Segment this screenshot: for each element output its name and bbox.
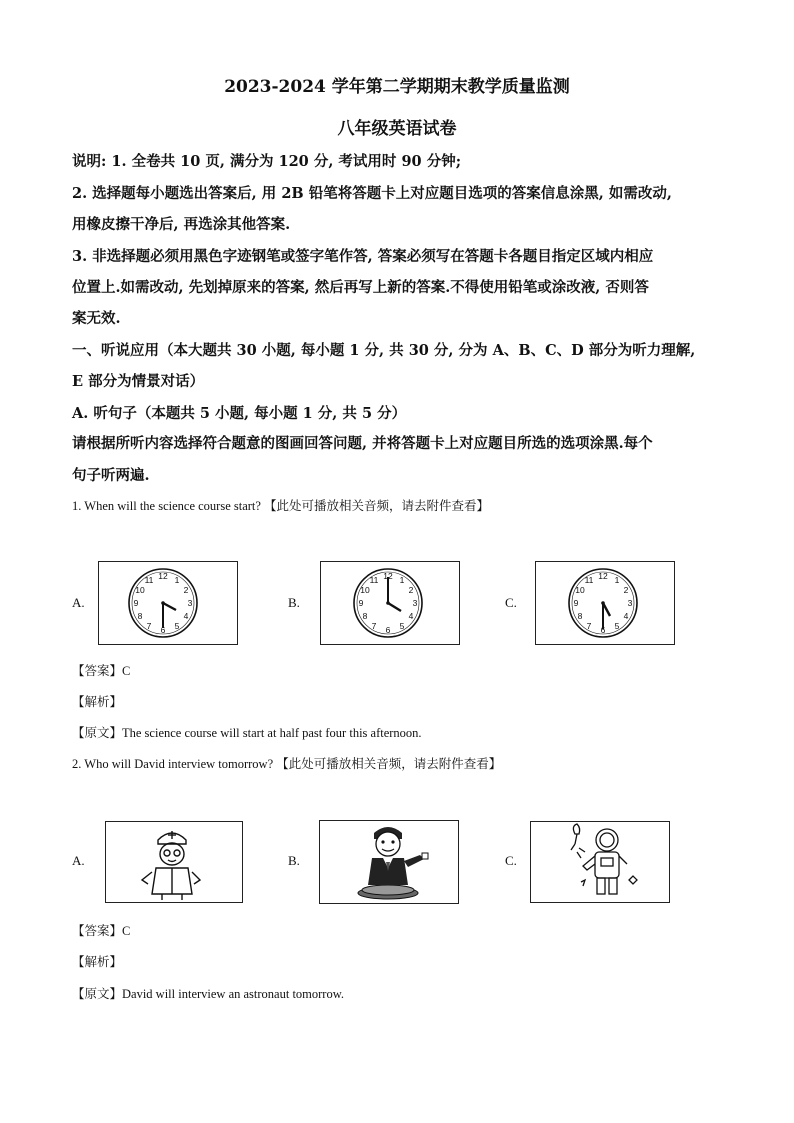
question-2-original: 【原文】David will interview an astronaut tomorrow.	[72, 987, 345, 1001]
section-heading: 一、听说应用（本大题共 30 小题, 每小题 1 分, 共 30 分, 分为 A、B、C、D 部分为听力理解,	[72, 342, 696, 359]
question-1-prompt: 1. When will the science course start? 【此处可播放相关音频，请去附件查看】	[72, 499, 490, 513]
svg-text:8: 8	[362, 611, 368, 621]
question-2-analysis: 【解析】	[72, 955, 123, 969]
svg-text:12: 12	[158, 571, 168, 581]
svg-text:8: 8	[137, 611, 143, 621]
svg-text:6: 6	[600, 625, 606, 635]
svg-text:5: 5	[399, 621, 405, 631]
svg-text:2: 2	[408, 585, 414, 595]
question-1-original: 【原文】The science course will start at half past four this afternoon.	[72, 726, 422, 740]
svg-text:11: 11	[584, 575, 594, 585]
option-label-a: A.	[72, 853, 85, 868]
clock-4-30-icon	[98, 561, 238, 645]
svg-text:5: 5	[174, 621, 180, 631]
svg-text:5: 5	[614, 621, 620, 631]
clock-5-30-icon	[535, 561, 675, 645]
svg-text:1: 1	[174, 575, 180, 585]
question-1-answer: 【答案】C	[72, 664, 131, 678]
option-label-b: B.	[288, 853, 300, 868]
svg-text:3: 3	[627, 598, 633, 608]
svg-text:10: 10	[360, 585, 370, 595]
svg-text:9: 9	[133, 598, 139, 608]
question-2-answer: 【答案】C	[72, 924, 131, 938]
question-2-prompt: 2. Who will David interview tomorrow? 【此处可播放相关音频，请去附件查看】	[72, 757, 502, 771]
part-a-direction: 句子听两遍.	[72, 467, 150, 484]
instruction-line: 位置上.如需改动, 先划掉原来的答案, 然后再写上新的答案.不得使用铅笔或涂改液, 否则答	[72, 279, 649, 296]
option-label-c: C.	[505, 595, 517, 610]
option-label-a: A.	[72, 595, 85, 610]
question-1-analysis: 【解析】	[72, 695, 123, 709]
svg-text:2: 2	[623, 585, 629, 595]
instruction-line: 3. 非选择题必须用黑色字迹钢笔或签字笔作答, 答案必须写在答题卡各题目指定区域内相应	[72, 248, 654, 265]
host-icon	[319, 820, 459, 904]
svg-text:3: 3	[412, 598, 418, 608]
svg-text:7: 7	[371, 621, 377, 631]
svg-text:1: 1	[399, 575, 405, 585]
svg-text:11: 11	[144, 575, 154, 585]
part-a-direction: 请根据所听内容选择符合题意的图画回答问题, 并将答题卡上对应题目所选的选项涂黑.每个	[72, 435, 653, 452]
instruction-line: 2. 选择题每小题选出答案后, 用 2B 铅笔将答题卡上对应题目选项的答案信息涂黑, 如需改动,	[72, 185, 672, 202]
svg-text:10: 10	[135, 585, 145, 595]
svg-text:9: 9	[358, 598, 364, 608]
svg-text:12: 12	[383, 571, 393, 581]
svg-text:3: 3	[187, 598, 193, 608]
part-a-heading: A. 听句子（本题共 5 小题, 每小题 1 分, 共 5 分）	[72, 405, 407, 422]
option-label-c: C.	[505, 853, 517, 868]
svg-text:6: 6	[160, 625, 166, 635]
svg-text:4: 4	[183, 611, 189, 621]
svg-text:10: 10	[575, 585, 585, 595]
astronaut-icon	[530, 821, 670, 903]
section-heading: E 部分为情景对话）	[72, 373, 205, 390]
svg-text:4: 4	[408, 611, 414, 621]
instruction-line: 用橡皮擦干净后, 再选涂其他答案.	[72, 216, 291, 233]
exam-subtitle: 八年级英语试卷	[337, 119, 457, 139]
svg-text:9: 9	[573, 598, 579, 608]
doctor-icon	[105, 821, 243, 903]
svg-text:11: 11	[369, 575, 379, 585]
instruction-line: 说明: 1. 全卷共 10 页, 满分为 120 分, 考试用时 90 分钟;	[72, 153, 462, 170]
option-label-b: B.	[288, 595, 300, 610]
svg-text:8: 8	[577, 611, 583, 621]
svg-text:4: 4	[623, 611, 629, 621]
svg-text:2: 2	[183, 585, 189, 595]
instruction-line: 案无效.	[72, 310, 121, 327]
svg-text:12: 12	[598, 571, 608, 581]
svg-text:1: 1	[614, 575, 620, 585]
clock-4-00-icon	[320, 561, 460, 645]
exam-title: 2023-2024 学年第二学期期末教学质量监测	[224, 77, 570, 97]
svg-text:7: 7	[146, 621, 152, 631]
svg-text:6: 6	[385, 625, 391, 635]
svg-text:7: 7	[586, 621, 592, 631]
